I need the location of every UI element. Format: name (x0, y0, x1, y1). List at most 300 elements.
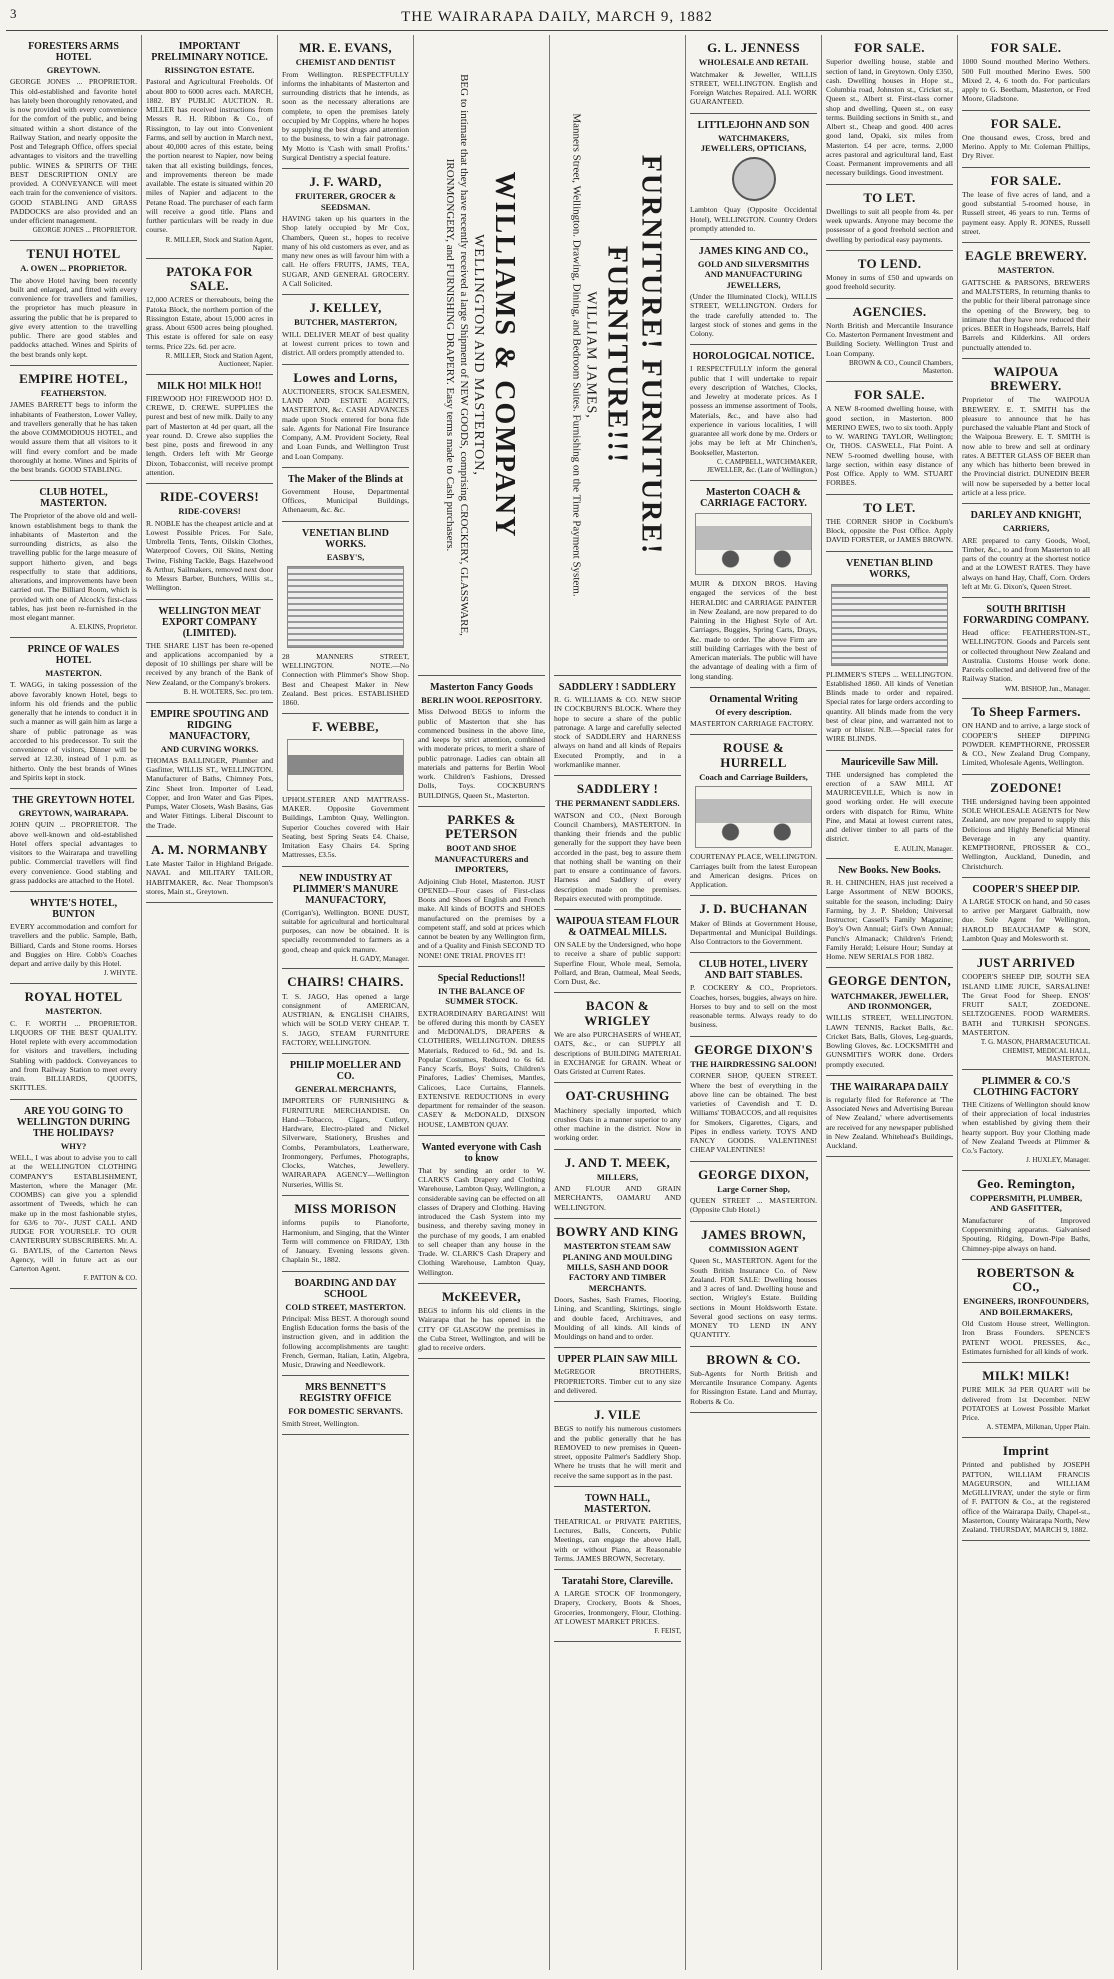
advert-body: BEGS to inform his old clients in the Wairarapa that he has opened in the CITY OF GLASGOW the premises in the Cuba Street, Wellington, and will be glad to receive orders. (418, 1306, 545, 1353)
advertisement (146, 484, 273, 600)
advert-body: 12,000 ACRES or thereabouts, being the Patoka Block, the northern portion of the Rissington Estate, about 15,000 acres in grass. About 6500 acres being ploughed. This estate is offered for sale on easy terms. Price 22s. 6d. per acre. (146, 295, 273, 351)
column-7 (822, 35, 958, 1970)
advert-title: PRINCE OF WALES HOTEL (27, 643, 120, 666)
advert-subtitle: BUTCHER, MASTERTON, (294, 317, 397, 328)
advert-body: GATTSCHE & PARSONS, BREWERS and MALTSTERS, In returning thanks to the public for their liberal patronage since the opening of the Brewery, beg to intimate that they have now reduced their prices. BEER in Hogsheads, Barrels, Half Barrels and Kilderkins. All orders punctually attended to. (962, 277, 1090, 352)
advert-signature: F. FEIST, (654, 1627, 681, 1636)
advert-title: AGENCIES. (852, 303, 927, 319)
advert-title: TO LET. (863, 189, 916, 205)
advert-subtitle: CHEMIST AND DENTIST (295, 57, 396, 68)
advertisement (554, 676, 681, 776)
column-2 (142, 35, 278, 1970)
advertisement (554, 1150, 681, 1219)
advert-body: 1000 Sound mouthed Merino Wethers. 500 Full mouthed Merino Ewes. 500 Mixed 2, 4, 6 tooth do. For particulars apply to G. Beetham, Masterton, or Fred Moore, Gladstone. (962, 57, 1090, 104)
rotated-body: BEG to intimate that they have recently received a large Shipment of NEW GOODS, comprising CROCKERY, GLASSWARE, IRONMONGERY, and FURNISHING DRAPERY. Easy terms made to Cash purchasers. (443, 74, 470, 636)
rotated-advert-furniture (554, 35, 681, 676)
advert-body: The Proprietor of the above old and well-known establishment begs to thank the inhabitants of Masterton and the surrounding districts, as also the travelling public for the large measure of support hitherto given, and begs respectfully to state that additions, alterations, and improvements have been carried out. The Billiard Room, which is provided with one of Alcock's first-class tables, has just been re-furnished in the most elegant manner. (10, 511, 137, 623)
column-8 (958, 35, 1094, 1970)
column-3 (278, 35, 414, 1970)
advertisement (146, 35, 273, 259)
advert-title: FOR SALE. (990, 115, 1062, 131)
advertisement (282, 867, 409, 970)
advert-body: Proprietor of The WAIPOUA BREWERY. E. T. SMITH has the pleasure to announce that he has purchased the valuable Plant and Stock of the Waipoua Brewery. E. T. SMITH is now able to brew and sell at ordinary rates. A BETTER GLASS OF BEER than any which has hitherto been brewed in the Provincial district. DUNEDIN BEER will now be superseded by a better local article at a less price. (962, 395, 1090, 497)
advert-body: From Wellington. RESPECTFULLY informs the inhabitants of Masterton and surrounding districts that he intends, as soon as the necessary alterations are complete, to open the premises lately occupied by Mr Coppins, where he hopes by supplying the best drugs and attention to the business, to win a fair patronage. My Motto is 'Cash with small Profits.' Surgical Dentistry a special feature. (282, 69, 409, 162)
advert-subtitle: COMMISSION AGENT (708, 1243, 799, 1254)
advert-title: LITTLEJOHN AND SON (697, 119, 810, 131)
advert-title: ROYAL HOTEL (24, 988, 123, 1004)
advert-body: UPHOLSTERER AND MATTRASS-MAKER. Opposite Government Buildings, Lambton Quay, Wellington. Superior Couches covered with Hair Seating, best Spring Seats £4. Chaise, Imitation Easy Chairs £4. Spring Mattresses, £3.5s. (282, 794, 409, 860)
advert-title: EMPIRE HOTEL, (19, 370, 128, 386)
advertisement (282, 969, 409, 1054)
advert-title: J. F. WARD, (309, 174, 382, 190)
coach-illustration (695, 786, 811, 848)
advert-body: THEATRICAL or PRIVATE PARTIES, Lectures, Balls, Concerts, Public Meetings, can engage the above Hall, with or without Piano, at Reasonable Terms. JAMES BROWN, Secretary. (554, 1516, 681, 1563)
advert-subtitle: Large Corner Shop, (717, 1183, 790, 1194)
advertisement (282, 1054, 409, 1196)
advert-title: F. WEBBE, (312, 719, 379, 735)
advert-title: THE GREYTOWN HOTEL (12, 795, 135, 807)
advert-title: BOARDING AND DAY SCHOOL (294, 1277, 397, 1300)
advertisement (962, 598, 1090, 699)
advert-title: Geo. Remington, (976, 1175, 1076, 1191)
advertisement (418, 1136, 545, 1284)
rotated-body: Manners Street, Wellington. Drawing, Dining, and Bedroom Suites. Furnishing on the Time Payment System. (569, 113, 582, 597)
coach-illustration (695, 513, 811, 575)
advertisement (146, 703, 273, 837)
advertisement (10, 1100, 137, 1289)
advertisement (962, 359, 1090, 504)
advert-body: Dwellings to suit all people from 4s. per week upwards. Anyone may become the possessor of a good freehold section and dwelling by periodical easy payments. (826, 206, 953, 244)
advertisement (826, 495, 953, 552)
advert-title: J. AND T. MEEK, (564, 1154, 671, 1170)
advertisement (146, 600, 273, 703)
advert-body: Adjoining Club Hotel, Masterton. JUST OPENED—Four cases of First-class Boots and Shoes of English and French make. All kinds of BOOTS and SHOES manufactured on the premises by a competent staff, and sold at prices which cannot be beaten by any Wellington firm, and of a Quality and Finish SECOND TO NONE! ONE TRIAL PROVES IT! (418, 876, 545, 960)
advert-body: THE CORNER SHOP in Cockburn's Block, opposite the Post Office. Apply DAVID FORSTER, or JAMES BROWN. (826, 516, 953, 545)
advert-title: Imprint (1002, 1442, 1050, 1458)
advert-title: G. L. JENNESS (707, 40, 800, 55)
advert-body: Principal: Miss BEST. A thorough sound English Education forms the basis of the instruction given, and in addition the following accomplishments are taught: French, German, Italian, Latin, Algebra, Music, Drawing and Needlework. (282, 1313, 409, 1370)
advertisement (418, 967, 545, 1136)
advert-body: Doors, Sashes, Sash Frames, Flooring, Lining, and Scantling, Skirtings, single and double faced, Architraves, and Moulding of all kinds. All kinds of Mouldings on hand and to order. (554, 1295, 681, 1342)
advert-body: FIREWOOD HO! FIREWOOD HO! D. CREWE, D. CREWE. SUPPLIES the purest and best of new milk. Daily to any part of Masterton at 4d per quart, all the year round. D. Crewe also supplies the best pine, posts and firewood in any length. Orders left with Mr George Dixon, Tobacconist, will receive prompt attention. (146, 393, 273, 477)
advertisement (962, 1363, 1090, 1438)
advert-title: JUST ARRIVED (976, 955, 1076, 971)
advert-subtitle: WATCHMAKERS, JEWELLERS, OPTICIANS, (700, 132, 807, 154)
advert-body: Late Master Tailor in Highland Brigade. NAVAL and MILITARY TAILOR, HABITMAKER, &c. Near Thompson's stores, Main st., Greytown. (146, 859, 273, 896)
advertisement (10, 241, 137, 366)
advert-signature: B. H. WOLTERS, Sec. pro tem. (183, 687, 273, 696)
advert-body: ON HAND and to arrive, a large stock of COOPER'S SHEEP DIPPING POWDER. KEMPTHORNE, PROSSER & CO., New Zealand Drug Company, Limited, Wholesale Agents, Wellington. (962, 721, 1090, 768)
advert-title: WELLINGTON MEAT EXPORT COMPANY (LIMITED). (158, 605, 261, 639)
advert-body: Queen St., MASTERTON. Agent for the South British Insurance Co. of New Zealand. FOR SALE: Dwelling houses and 3 acres of land. Dwelling house and section, Wrigley's Estate. Building sections in Mount Holdsworth Estate. Several good sections on easy terms. MONEY TO LEND IN ANY QUANTITY. (690, 1256, 817, 1340)
advertisement (962, 950, 1090, 1070)
advert-title: GEORGE DIXON'S (694, 1041, 813, 1057)
advert-body: R. NOBLE has the cheapest article and at Lowest Possible Prices. For Sale, Umbrella Tents, Tents, Oilskin Clothes, Waterproof Covers, Oil Skins, Netting Twine, Fishing Tackle, Bags. Hazelwood & Arthur, Sailmakers, removed next door to Messrs Barber, Butchers, Willis st., Wellington. (146, 518, 273, 593)
advertisement (554, 993, 681, 1083)
advert-subtitle: WHOLESALE AND RETAIL (698, 57, 809, 68)
advert-title: IMPORTANT PRELIMINARY NOTICE. (151, 41, 268, 63)
advertisement (282, 1376, 409, 1435)
advert-title: VENETIAN BLIND WORKS, (846, 557, 933, 580)
advert-title: Wanted everyone with Cash to know (421, 1141, 542, 1164)
advertisement (282, 468, 409, 522)
advert-body: (Corrigan's), Wellington. BONE DUST, suitable for agricultural and horticultural purposes, can now be obtained. It is specially recommended to farmers as a good, cheap and quick manure. (282, 907, 409, 954)
advert-title: ZOEDONE! (990, 779, 1062, 795)
rotated-title: WILLIAMS & COMPANY (488, 171, 520, 539)
advert-title: JAMES BROWN, (701, 1226, 806, 1242)
advert-body: Machinery specially imported, which crushes Oats in a manner superior to any other machine in the district. Now in working order. (554, 1105, 681, 1143)
advertisement (10, 638, 137, 789)
advert-body: The above Hotel having been recently built and enlarged, and fitted with every convenience for travellers and families, the proprietor has much pleasure in assuring the public that he is prepared to give every attention to the travelling public. There are good stables and paddocks attached. Wines and Spirits of the best brands only kept. (10, 275, 137, 359)
advert-body: AND FLOUR AND GRAIN MERCHANTS, OAMARU AND WELLINGTON. (554, 1184, 681, 1212)
advert-body: COOPER'S SHEEP DIP, SOUTH SEA ISLAND LIME JUICE, SARSALINE! The Great Food for Sheep. ENOS' FRUIT SALT, ZOEDONE. SELTZOGENES. FOOD WARMERS. BATH and TURKISH SPONGES. MASTERTON. (962, 972, 1090, 1037)
advertisement (962, 111, 1090, 168)
advertisement (282, 714, 409, 866)
advertisement (10, 984, 137, 1100)
rotated-subtitle: WILLIAM JAMES, (582, 291, 598, 419)
advert-title: CLUB HOTEL, LIVERY AND BAIT STABLES. (698, 959, 809, 982)
advert-subtitle: BOOT AND SHOE MANUFACTURERS and IMPORTERS, (434, 843, 529, 875)
advert-title: SADDLERY ! (576, 781, 659, 796)
advert-body: Old Custom House street, Wellington. Iron Brass Founders. SPENCE'S PATENT WOOL PRESSES, &c., Estimates furnished for all kinds of work. (962, 1319, 1090, 1356)
advert-subtitle: Coach and Carriage Builders, (699, 771, 808, 782)
advertisement (282, 522, 409, 715)
advert-title: MISS MORISON (294, 1200, 397, 1216)
advertisement (962, 35, 1090, 111)
advert-title: A. M. NORMANBY (151, 841, 268, 857)
advert-subtitle: GENERAL MERCHANTS, (294, 1084, 397, 1095)
advert-subtitle: COPPERSMITH, PLUMBER, AND GASFITTER, (969, 1193, 1083, 1214)
advert-signature: J. HUXLEY, Manager. (1026, 1156, 1090, 1165)
advert-body: R. H. CHINCHEN, HAS just received a Large Assortment of NEW BOOKS, suitable for the season, including: Dairy Farming, by J. P. Sheldon; Universal Instructor; Cassell's Family Magazine; Boy's Own Annual; Girl's Own Annual; Punch's Almanack; Children's Friend; Family Herald; Leisure Hour; Sunday at Home. NEW SERIALS FOR 1882. (826, 878, 953, 962)
advert-title: New Books. New Books. (838, 865, 941, 877)
advert-title: FOR SALE. (990, 172, 1062, 188)
advert-body: WATSON and CO., (Next Borough Council Chambers), MASTERTON. In thanking their friends and the public generally for the support they have been accorded in the past, beg to assure them that nothing shall be wanting on their part to ensure a continuance of favors. Harness and Saddlery of every description made on the premises. Repairs executed with promptitude. (554, 810, 681, 903)
advertisement (826, 968, 953, 1076)
advertisement (826, 251, 953, 299)
advert-title: BROWN & CO. (706, 1351, 801, 1367)
advert-subtitle: EASBY'S, (326, 551, 365, 562)
advertisement (962, 1438, 1090, 1541)
advert-title: PATOKA FOR SALE. (166, 263, 253, 293)
advert-body: JAMES BARRETT begs to inform the inhabitants of Featherston, Lower Valley, and travellers generally that he has taken the above COMMODIOUS HOTEL, and would assure them that all visitors to it will find every comfort and be made thoroughly at home. Wines and Spirits of the best brands. GOOD STABLING. (10, 400, 137, 475)
advert-title: MRS BENNETT'S REGISTRY OFFICE (299, 1382, 392, 1405)
advert-subtitle: RIDE-COVERS! (178, 506, 241, 517)
advert-subtitle: IN THE BALANCE OF SUMMER STOCK. (438, 985, 525, 1007)
advert-title: J. VILE (594, 1407, 641, 1423)
advert-body: informs pupils to Pianoforte, Harmonium, and Singing, that the Winter Term will commence on FRIDAY, 13th of January. Evening lessons given. Chaplain St., 1882. (282, 1218, 409, 1265)
advert-title: FORESTERS ARMS HOTEL (28, 41, 119, 63)
advert-body: Manufacturer of Improved Coppersmithing apparatus. Galvanised Spouting, Ridging, Down-Pipe Baths, Chimney-pipe always on hand. (962, 1215, 1090, 1253)
advert-body: T. S. JAGO, Has opened a large consignment of AMERICAN, AUSTRIAN, & ENGLISH CHAIRS, which will be SOLD VERY CHEAP. T. S. JAGO, STEAM FURNITURE FACTORY, WELLINGTON. (282, 991, 409, 1047)
advert-title: ARE YOU GOING TO WELLINGTON DURING THE HOLIDAYS? (16, 1105, 131, 1139)
advert-title: CLUB HOTEL, MASTERTON. (39, 487, 108, 510)
advert-body: EXTRAORDINARY BARGAINS! Will be offered during this month by CASEY and McDONALD'S, DRAPERS & CLOTHIERS, WELLINGTON. DRESS Materials, Reduced to 6d., 9d. and 1s. Popular Costumes, Reduced to 6s 6d. Fancy Scarfs, Boys' Suits, Children's Pinafores, Ladies' Chemises, Mantles, Calicoes, Lace Curtains, Flannels. EXTENSIVE REDUCTIONS in every department for remainder of the season. CASEY & McDONALD, DIXSON HOUSE, LAMBTON QUAY. (418, 1008, 545, 1129)
advertisement (146, 375, 273, 484)
advert-body: PLIMMER'S STEPS ... WELLINGTON. Established 1860. All kinds of Venetian Blinds made to order and repaired. Special rates for large orders according to quantity. All blinds made from the very best of clear pine, and warranted not to warp or blister. N.B.—Special rates for WIRE BLINDS. (826, 669, 953, 744)
advertisement (962, 775, 1090, 878)
advert-body: The lease of five acres of land, and a good substantial 5-roomed house, in Russell street, 46 years to run. Terms of payment easy. Apply R. JONES, Russell street. (962, 189, 1090, 236)
advert-signature: A. ELKINS, Proprietor. (70, 623, 137, 632)
rotated-advert-williams (418, 35, 545, 676)
advert-body: IMPORTERS OF FURNISHING & FURNITURE MERCHANDISE. On Hand—Tobacco, Cigars, Cutlery, Hardware, Electro-plated and Nickel Silverware, Stationery, Brushes and Combs, Perambulators, Leatherware, Ironmongery, Perfumes, Photographs, Clocks, Watches, Jewellery. WAIRARAPA AGENCY—Wellington Nurseries, Willis St. (282, 1096, 409, 1189)
advert-signature: C. CAMPBELL, WATCHMAKER, JEWELLER, &c. (Late of Wellington.) (707, 457, 817, 475)
advert-signature: J. WHYTE. (103, 969, 137, 978)
advertisement (554, 1348, 681, 1402)
advert-title: To Sheep Farmers. (971, 704, 1081, 720)
column-6 (686, 35, 822, 1970)
advert-title: J. D. BUCHANAN (699, 901, 808, 917)
advert-title: CHAIRS! CHAIRS. (287, 974, 404, 990)
blind-illustration (287, 566, 403, 648)
advert-title: TENUI HOTEL (26, 245, 121, 261)
advert-subtitle: A. OWEN ... PROPRIETOR. (20, 263, 127, 274)
advert-subtitle: AND CURVING WORKS. (160, 743, 259, 754)
advert-body: Sub-Agents for North British and Mercantile Insurance Company. Agents for Rissington Estate. Land and Murray, Roberts & Co. (690, 1368, 817, 1406)
advertisement (690, 114, 817, 240)
advertisement (690, 1037, 817, 1162)
advertisement (282, 1196, 409, 1272)
advertisement (282, 365, 409, 468)
advert-title: SOUTH BRITISH FORWARDING COMPANY. (963, 604, 1089, 626)
advert-subtitle: THE PERMANENT SADDLERS. (555, 798, 680, 809)
advertisement (826, 859, 953, 968)
rotated-subtitle: WELLINGTON AND MASTERTON, (470, 234, 486, 476)
advert-signature: E. AULIN, Manager. (894, 844, 953, 853)
advertisement (690, 688, 817, 736)
advertisement (146, 837, 273, 903)
advert-body: JOHN QUIN ... PROPRIETOR. The above well-known and old-established Hotel offers special advantages to visitors to the Wairarapa and travelling public. Commercial travellers will find every convenience. Good stabling and grass paddocks are attached to the Hotel. (10, 820, 137, 885)
advert-body: North British and Mercantile Insurance Co. Masterton Permanent Investment and Building Society. Wellington Trust and Loan Company. (826, 320, 953, 358)
advert-body: 28 MANNERS STREET, WELLINGTON. NOTE.—No Connection with Plimmer's Show Shop. Best and Cheapest Maker in New Zealand. Best prices. ESTABLISHED 1860. (282, 651, 409, 708)
advert-title: HOROLOGICAL NOTICE. (692, 351, 815, 363)
column-5-adverts (554, 676, 681, 1642)
advertisement (826, 751, 953, 860)
advertisement (10, 35, 137, 241)
advert-subtitle: GOLD AND SILVERSMITHS AND MANUFACTURING JEWELLERS, (697, 259, 810, 290)
advertisement (690, 1222, 817, 1347)
advert-signature: GEORGE JONES ... PROPRIETOR. (32, 226, 137, 235)
advertisement (962, 1171, 1090, 1260)
advert-body: EVERY accommodation and comfort for travellers and the public. Sample, Bath, Billiard, Cards and Stone rooms. Horses and Buggies on Hire. Cobb's Coaches depart and arrive daily by this Hotel. (10, 922, 137, 969)
advert-title: WHYTE'S HOTEL, BUNTON (29, 898, 118, 921)
advert-title: TO LEND. (857, 255, 922, 271)
advertisement (282, 35, 409, 169)
advert-subtitle: ENGINEERS, IRONFOUNDERS, AND BOILERMAKERS, (963, 1296, 1089, 1317)
advert-title: Masterton COACH & CARRIAGE FACTORY. (700, 487, 807, 510)
advertisement (554, 1083, 681, 1149)
column-container (6, 35, 1108, 1970)
advertisement (962, 1070, 1090, 1171)
advert-body: One thousand ewes, Cross, bred and Merino. Apply to Mr. Coleman Phillips, Dry River. (962, 132, 1090, 161)
advert-signature: R. MILLER, Stock and Station Agent, Auctioneer, Napier. (165, 351, 273, 369)
advertisement (962, 243, 1090, 359)
advert-signature: H. GADY, Manager. (351, 954, 409, 963)
advert-title: JAMES KING AND CO., (698, 246, 809, 258)
advert-title: MILK! MILK! (982, 1368, 1070, 1384)
advert-signature: WM. BISHOP, Jun., Manager. (1004, 684, 1090, 693)
advert-signature: F. PATTON & CO. (83, 1274, 137, 1283)
advert-body: A LARGE STOCK on hand, and 50 cases to arrive per Margaret Galbraith, now due. Sole Agent for Wellington, HAROLD BEAUCHAMP & SON, Lambton Quay and Molesworth st. (962, 896, 1090, 943)
advert-title: ROBERTSON & CO., (976, 1264, 1076, 1295)
column-1 (6, 35, 142, 1970)
advert-subtitle: FEATHERSTON. (40, 388, 107, 399)
advert-body: BEGS to notify his numerous customers and the public generally that he has REMOVED to new premises in Queen-street, opposite Palmer's Saddlery Shop. Where he trusts that he will merit and receive the same support as in the past. (554, 1424, 681, 1480)
advert-body: That by sending an order to W. CLARK'S Cash Drapery and Clothing Warehouse, Lambton Quay, Wellington, a considerable saving can be effected on all classes of Drapery and Clothing. Having introduced the Cash System into my business, and thereby saving money in the purchase of my goods, I am enabled to sell cheaper than any house in the Trade. W. CLARK'S Cash Drapery and Clothing Warehouse, Lambton Quay, Wellington. (418, 1165, 545, 1277)
advertisement (962, 878, 1090, 950)
advert-body: A LARGE STOCK OF Ironmongery, Drapery, Crockery, Boots & Shoes, Groceries, Ironmongery, Flour, Clothing. AT LOWEST MARKET PRICES. (554, 1589, 681, 1626)
advert-title: BACON & WRIGLEY (584, 998, 651, 1028)
advert-body: (Under the Illuminated Clock), WILLIS STREET, WELLINGTON. Orders for the trade carefully attended to. The largest stock of stones and gems in the Colony. (690, 292, 817, 339)
watch-illustration (732, 157, 776, 201)
advert-title: UPPER PLAIN SAW MILL (557, 1354, 678, 1366)
advert-subtitle: GREYTOWN, WAIRARAPA. (18, 808, 129, 819)
advert-body: Maker of Blinds at Government House, Departmental and Municipal Buildings. Also Contractors to the Government. (690, 918, 817, 947)
advert-title: FOR SALE. (854, 40, 925, 55)
advert-body: Watchmaker & Jeweller, WILLIS STREET, WELLINGTON. English and Foreign Watches Repaired. ALL WORK GUARANTEED. (690, 69, 817, 107)
advert-title: GEORGE DENTON, (827, 973, 952, 989)
advertisement (690, 35, 817, 114)
advert-subtitle: THE HAIRDRESSING SALOON! (690, 1058, 817, 1069)
advertisement (418, 1284, 545, 1360)
advertisement (826, 552, 953, 751)
advert-body: THE undersigned having been appointed SOLE WHOLESALE AGENTS for New Zealand, are now prepared to supply this Delicious and Highly Beneficial Mineral Beverage in any quantity. KEMPTHORNE, PROSSER & CO., Wellington, Auckland, Dunedin, and Christchurch. (962, 796, 1090, 871)
advertisement (690, 953, 817, 1036)
advert-body: THE SHARE LIST has been re-opened and applications accompanied by a deposit of 10 shillings per share will be received by any branch of the Bank of New Zealand, or the Company's brokers. (146, 640, 273, 687)
advert-subtitle: FRUITERER, GROCER & SEEDSMAN. (295, 191, 396, 212)
advert-title: J. KELLEY, (309, 300, 382, 316)
advert-body: Lambton Quay (Opposite Occidental Hotel), WELLINGTON. Country Orders promptly attended to. (690, 205, 817, 233)
advert-title: SADDLERY ! SADDLERY (558, 682, 677, 693)
masthead-title: THE WAIRARAPA DAILY, MARCH 9, 1882 (401, 8, 713, 25)
advert-body: ARE prepared to carry Goods, Wool, Timber, &c., to and from Masterton to all parts of the country at the shortest notice and at the LOWEST RATES. They have always on hand Hay, Chaff, Corn. Orders left at Mr. G. Dixon's, Queen Street. (962, 535, 1090, 591)
advert-title: MILK HO! MILK HO!! (157, 380, 262, 392)
advertisement (826, 299, 953, 382)
advert-subtitle: FOR DOMESTIC SERVANTS. (288, 1406, 403, 1417)
advert-body: Smith Street, Wellington. (282, 1418, 359, 1428)
advert-title: FOR SALE. (990, 40, 1062, 55)
advertisement (690, 735, 817, 896)
advert-subtitle: Of every description. (715, 706, 792, 717)
advertisement (962, 504, 1090, 598)
advert-subtitle: CARRIERS, (1002, 523, 1050, 534)
advertisement (962, 699, 1090, 775)
advert-title: NEW INDUSTRY AT PLIMMER'S MANURE MANUFACTORY, (292, 872, 399, 906)
advert-title: WAIPOUA STEAM FLOUR & OATMEAL MILLS. (555, 916, 680, 939)
advert-subtitle: MASTERTON. (45, 1006, 102, 1017)
advert-title: BOWRY AND KING (556, 1223, 679, 1239)
advert-body: THE undersigned has completed the erection of a SAW MILL AT MAURICEVILLE, Which is now in good working order. He will execute orders with dispatch for Rimu, White Pine, and Matai at lowest current rates, and deliver timber to all parts of the district. (826, 769, 953, 844)
advert-body: THOMAS BALLINGER, Plumber and Gasfitter, WILLIS ST., WELLINGTON. Manufacturer of Baths, Chimney Pots, Zinc Sheet Iron. Importer of Lead, Copper, and Iron Water and Gas Pipes, Pumps, Water Closets, Wash Basins, Gas and Water Fittings. Liberal Discount to the Trade. (146, 755, 273, 830)
advert-body: ON SALE by the Undersigned, who hope to receive a share of public support: Superfine Flour, Whole meal, Semola, Pollard, and Bran, Oatmeal, Meal Seeds, Corn Dust, &c. (554, 940, 681, 987)
advertisement (146, 259, 273, 375)
advertisement (690, 481, 817, 688)
advert-title: The Maker of the Blinds at (287, 473, 404, 485)
advertisement (10, 481, 137, 638)
advert-body: Printed and published by JOSEPH PATTON, WILLIAM FRANCIS MAGEURSON, and WILLIAM McGILLIVRAY, under the style or firm of F. PATTON & Co., at the registered office of the Wairarapa Daily, Chapel-st., Masterton, County Wairarapa North, New Zealand. THURSDAY, MARCH 9, 1882. (962, 1460, 1090, 1534)
advertisement (690, 896, 817, 953)
advert-body: WILLIS STREET, WELLINGTON. LAWN TENNIS, Racket Balls, &c. Cricket Bats, Balls, Gloves, Leg-guards, Bowling Gloves, &c. LOCKSMITH and GUNSMITH'S WORK done. Orders promptly executed. (826, 1013, 953, 1069)
advert-body: R. G. WILLIAMS & CO. NEW SHOP IN COCKBURN'S BLOCK. Where they hope to secure a share of the public patronage. A large and carefully selected stock of SADDLERY and HARNESS always on hand and all kinds of Repairs Executed Promptly, and in a workmanlike manner. (554, 695, 681, 769)
column-4 (414, 35, 550, 1970)
advert-title: TO LET. (863, 499, 916, 515)
advert-body: Government House, Departmental Offices, Municipal Buildings, Athenaeum, &c. &c. (282, 486, 409, 515)
advert-body: CORNER SHOP, QUEEN STREET. Where the best of everything in the above line can be obtained. The best varieties of Cavendish and T. D. Williams' TOBACCOS, and all requisites for Smokers, Cigarettes, Cigars, and Pipes in endless variety. TOYS AND FANCY GOODS. VALENTINES! CHEAP VALENTINES! (690, 1071, 817, 1155)
advertisement (690, 345, 817, 481)
advert-title: COOPER'S SHEEP DIP. (972, 883, 1080, 895)
advertisement (690, 1162, 817, 1222)
advert-body: Head office: FEATHERSTON-ST., WELLINGTON. Goods and Parcels sent or collected throughout New Zealand and Australia. Customs House work done. Parcels collected and delivered free of the Railway Station. (962, 628, 1090, 684)
advert-title: THE WAIRARAPA DAILY (830, 1081, 949, 1093)
advert-title: ROUSE & HURRELL (720, 740, 787, 770)
advert-body: A NEW 8-roomed dwelling house, with good section, in Masterton. 800 MERINO EWES, two to six tooth. Apply to W. WARING TAYLOR, Wellington; Or, THOS. CASWELL, Flat Point. A NEW 5-roomed dwelling house, with large section, within easy distance of Post Office. Apply to WM. STUART FORBES. (826, 404, 953, 488)
advertisement (690, 240, 817, 345)
advertisement (690, 1347, 817, 1413)
advert-body: We are also PURCHASERS of WHEAT, OATS, &c., or can SUPPLY all descriptions of BUILDING MATERIAL in EXCHANGE for GRAIN. Wheat or Oats Gristed at Current Rates. (554, 1030, 681, 1076)
advert-title: McKEEVER, (442, 1288, 521, 1304)
sofa-illustration (287, 739, 403, 791)
advert-body: QUEEN STREET ... MASTERTON. (Opposite Club Hotel.) (690, 1196, 817, 1215)
advert-signature: BROWN & CO., Council Chambers, Masterton. (848, 358, 953, 376)
advert-body: McGREGOR BROTHERS, PROPRIETORS. Timber cut to any size and delivered. (554, 1367, 681, 1395)
advert-subtitle: MASTERTON STEAM SAW PLANING AND MOULDING MILLS, SASH AND DOOR FACTORY AND TIMBER MERCHANTS. (562, 1241, 673, 1293)
advert-body: C. F. WORTH ... PROPRIETOR. LIQUORS OF THE BEST QUALITY. Hotel replete with every accommodation for visitors and travellers, including Stabling with paddock. Conveyances to and from Railway Station to meet every train. BILLIARDS, QUOITS, SKITTLES. (10, 1018, 137, 1093)
advertisement (418, 807, 545, 967)
blind-illustration (831, 584, 947, 666)
advert-title: Masterton Fancy Goods (430, 682, 533, 693)
advert-title: FOR SALE. (854, 387, 925, 402)
advertisement (10, 366, 137, 482)
advert-subtitle: GREYTOWN. (46, 65, 101, 75)
advert-signature: A. STEMPA, Milkman, Upper Plain. (986, 1423, 1090, 1432)
column-5 (550, 35, 686, 1970)
advert-title: EMPIRE SPOUTING AND RIDGING MANUFACTORY, (150, 708, 269, 742)
advertisement (826, 35, 953, 185)
rotated-title: FURNITURE! FURNITURE! FURNITURE!!! (600, 154, 666, 556)
advert-title: VENETIAN BLIND WORKS. (302, 527, 389, 550)
advert-title: MR. E. EVANS, (299, 40, 392, 55)
advert-title: Ornamental Writing (709, 693, 798, 705)
advert-subtitle: MILLERS, (596, 1171, 639, 1182)
advert-body: GEORGE JONES ... PROPRIETOR. This old-established and favorite hotel has lately been thoroughly renovated, and is now provided with every convenience for the comfort of the public, and being situated within a short distance of the Railway Station, and nearly opposite the Post and Telegraph Office, offers special advantages to visitors and the travelling public. WINES & SPIRITS OF THE BEST DESCRIPTION ONLY are provided. A CONVEYANCE will meet each train for the convenience of visitors. GOOD STABLING AND GRASS PADDOCKS are also provided and an under efficient management. (10, 77, 137, 226)
advertisement (282, 295, 409, 364)
advert-subtitle: MASTERTON. (997, 265, 1055, 276)
advert-body: MASTERTON CARRIAGE FACTORY. (690, 719, 814, 729)
advertisement (554, 776, 681, 910)
page-number: 3 (10, 6, 18, 21)
advert-title: PHILIP MOELLER AND CO. (289, 1060, 402, 1083)
advertisement (418, 676, 545, 807)
advert-title: EAGLE BREWERY. (965, 248, 1087, 264)
column-4-adverts (418, 676, 545, 1359)
advertisement (10, 789, 137, 892)
advert-title: RIDE-COVERS! (160, 489, 259, 505)
advert-signature: R. MILLER, Stock and Station Agent, Napier. (165, 235, 273, 253)
advertisement (826, 1076, 953, 1158)
advert-body: WELL, I was about to advise you to call at the WELLINGTON CLOTHING COMPANY'S ESTABLISHMENT, Masterton, where the Manager (Mr. COOMBS) can give you a splendid assortment of Tweeds, which he can make up in the most fashionable styles, for 63/6 to 70/-. JUST CALL AND JUDGE FOR YOURSELF. TO OUR CANTERBURY SUBSCRIBERS. Mr. A. G. BAYLIS, of the Carterton News Agency, will in future act as our Carterton Agent. (10, 1153, 137, 1273)
advert-body: Superior dwelling house, stable and section of land, in Greytown. Only £350, cash. Dwelling houses in Hope st., Columbia road, Johnston st., Cricket st., Queen st., Albert st. First-class corner shop and dwelling, Queen st., on easy terms. Building sections in Smith st., and Albert st., Cheap and good. 400 acres good land, Opaki, six miles from Masterton. £4 per acre, terms. 2,000 acres pastoral and agricultural land, East Coast. Permanent improvements and all necessary buildings. Good investment. (826, 57, 953, 178)
advertisement (554, 910, 681, 993)
advert-subtitle: MASTERTON. (45, 667, 102, 678)
advert-title: OAT-CRUSHING (565, 1088, 670, 1104)
advert-title: Taratahi Store, Clareville. (562, 1576, 673, 1588)
advert-title: PLIMMER & CO.'S CLOTHING FACTORY (973, 1075, 1079, 1098)
advert-subtitle: WATCHMAKER, JEWELLER, AND IRONMONGER, (830, 990, 949, 1012)
advert-body: is regularly filed for Reference at 'The Associated News and Advertising Bureau of New Zealand,' where advertisements are received for any newspaper published in New Zealand. Whitehead's Buildings, Auckland. (826, 1094, 953, 1151)
advert-body: Pastoral and Agricultural Freeholds. Of about 800 to 6000 acres each. MARCH, 1882. BY PUBLIC AUCTION. R. MILLER has received instructions from Messrs R. H. Ribbon & Co., of Rissington, to lay out into Convenient Farms, and sell by auction in March next, about 40,000 acres of this estate, being the portion nearest to Napier, now being taken that all existing buildings, fences, and improvements thereon be made available. The estate is situated within 20 miles of Napier and adjacent to the Petane Road. The purchaser of each farm will receive a good title. Plans and further particulars will be ready in due course. (146, 77, 273, 235)
advertisement (962, 168, 1090, 244)
advert-subtitle: WHY? (60, 1140, 87, 1151)
